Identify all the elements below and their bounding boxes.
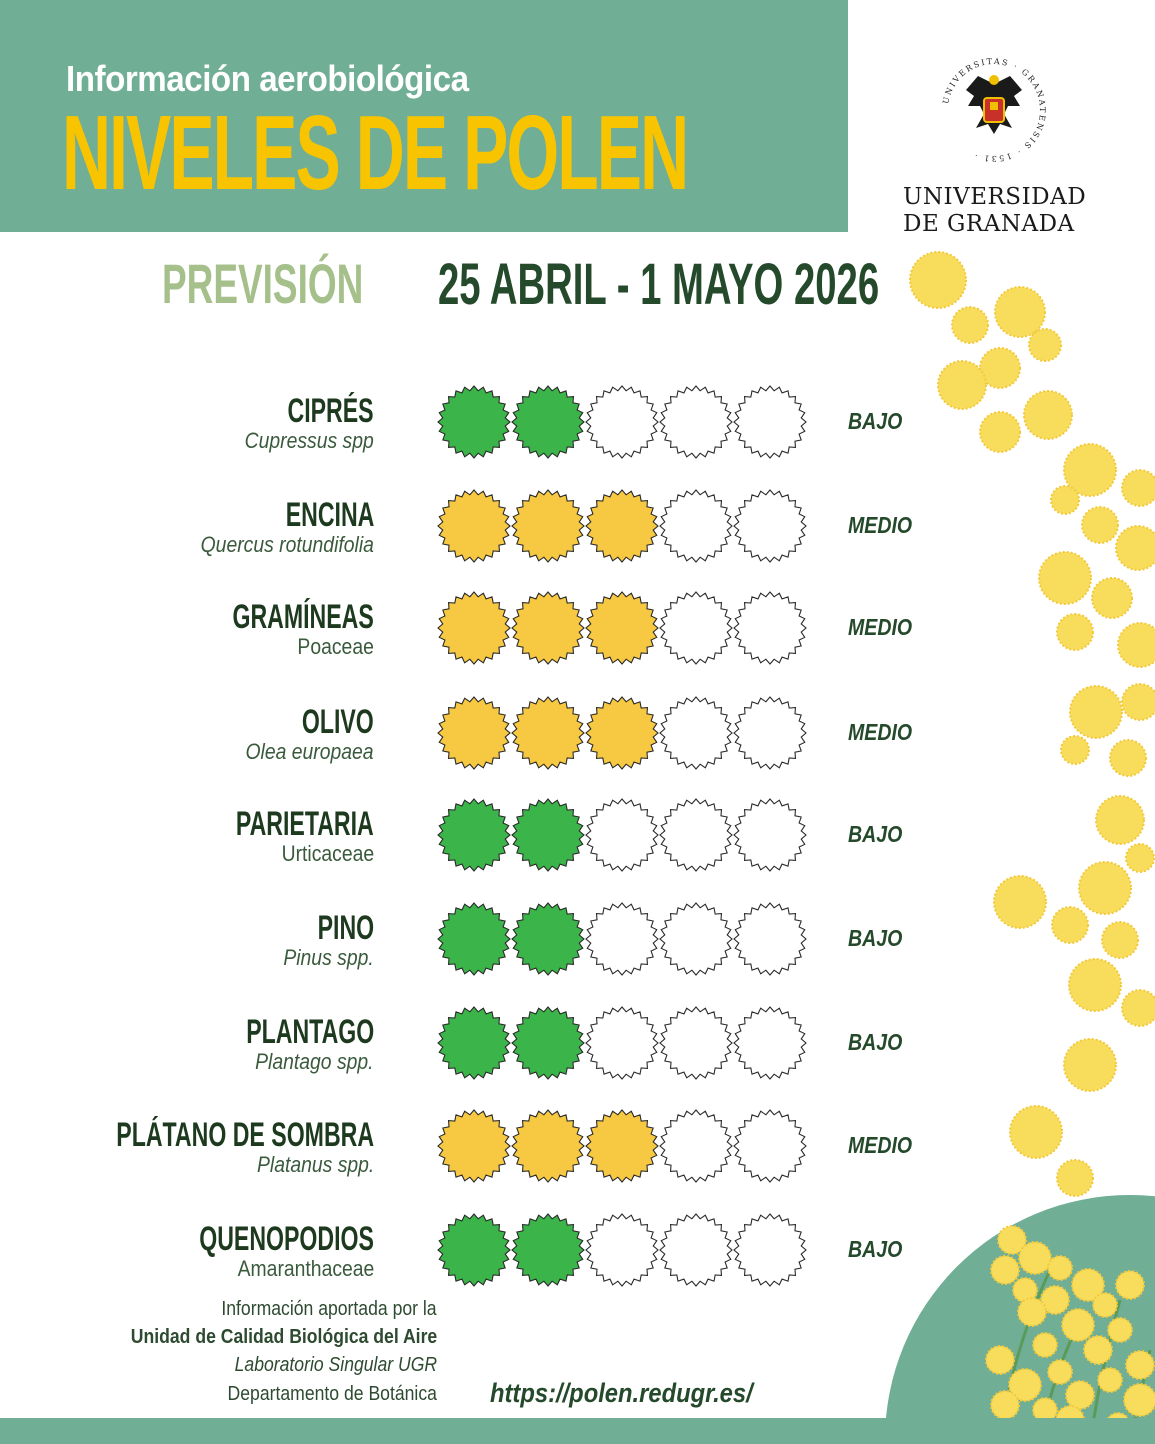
pollen-scientific-name: Olea europaea xyxy=(245,739,374,764)
level-mark-filled xyxy=(512,490,584,562)
page-title: NIVELES DE POLEN xyxy=(62,94,688,212)
level-mark-filled xyxy=(512,1007,584,1079)
pollen-ball-decoration xyxy=(991,1391,1019,1419)
pollen-ball-decoration xyxy=(995,287,1045,337)
level-mark-filled xyxy=(512,592,584,664)
level-label: BAJO xyxy=(848,925,903,951)
level-mark-empty xyxy=(660,1110,732,1182)
subtitle: Información aerobiológica xyxy=(66,58,469,99)
level-label: MEDIO xyxy=(848,1132,913,1158)
forecast-label: PREVISIÓN xyxy=(162,252,364,315)
pollen-row xyxy=(0,1013,1155,1111)
pollen-scientific-name: Poaceae xyxy=(297,634,374,659)
level-gauge xyxy=(436,797,810,873)
pollen-name: CIPRÉS xyxy=(287,392,374,430)
level-gauge xyxy=(436,901,810,977)
level-gauge xyxy=(436,1005,810,1081)
pollen-ball-decoration xyxy=(1108,1318,1132,1342)
level-mark-filled xyxy=(586,490,658,562)
level-mark-empty xyxy=(734,592,806,664)
level-mark-filled xyxy=(586,592,658,664)
level-mark-filled xyxy=(438,490,510,562)
level-gauge xyxy=(436,1212,810,1288)
level-mark-filled xyxy=(438,1214,510,1286)
level-mark-filled xyxy=(438,592,510,664)
level-mark-empty xyxy=(734,1007,806,1079)
level-mark-empty xyxy=(734,386,806,458)
pollen-ball-decoration xyxy=(1048,1360,1072,1384)
pollen-ball-decoration xyxy=(1124,1384,1155,1416)
level-mark-filled xyxy=(438,1110,510,1182)
level-mark-empty xyxy=(586,386,658,458)
level-mark-empty xyxy=(586,799,658,871)
level-mark-empty xyxy=(660,799,732,871)
pollen-scientific-name: Amaranthaceae xyxy=(237,1256,374,1281)
pollen-scientific-name: Urticaceae xyxy=(281,841,374,866)
credit-line-2: Unidad de Calidad Biológica del Aire xyxy=(130,1326,437,1348)
level-gauge xyxy=(436,488,810,564)
pollen-row xyxy=(0,598,1155,696)
level-mark-filled xyxy=(438,903,510,975)
level-mark-filled xyxy=(438,1007,510,1079)
pollen-name: ENCINA xyxy=(285,496,374,534)
level-mark-empty xyxy=(734,697,806,769)
level-mark-filled xyxy=(512,386,584,458)
level-mark-filled xyxy=(512,697,584,769)
pollen-name: PINO xyxy=(317,909,374,947)
pollen-name: PARIETARIA xyxy=(236,805,374,843)
level-mark-filled xyxy=(438,799,510,871)
level-mark-filled xyxy=(512,799,584,871)
level-mark-filled xyxy=(586,697,658,769)
level-mark-filled xyxy=(586,1110,658,1182)
pollen-row xyxy=(0,909,1155,1007)
level-gauge xyxy=(436,1108,810,1184)
university-line-1: UNIVERSIDAD xyxy=(903,184,1087,210)
pollen-scientific-name: Cupressus spp xyxy=(244,428,374,453)
level-mark-empty xyxy=(660,592,732,664)
pollen-row xyxy=(0,1220,1155,1318)
level-label: BAJO xyxy=(848,821,903,847)
forecast-dates: 25 ABRIL - 1 MAYO 2026 xyxy=(438,252,880,317)
pollen-ball-decoration xyxy=(1066,1381,1094,1409)
pollen-name: GRAMÍNEAS xyxy=(232,598,374,636)
pollen-row xyxy=(0,703,1155,801)
level-mark-filled xyxy=(512,1214,584,1286)
footer-band xyxy=(0,1418,1155,1444)
pollen-scientific-name: Pinus spp. xyxy=(283,945,374,970)
level-gauge xyxy=(436,384,810,460)
level-mark-filled xyxy=(512,1110,584,1182)
level-label: MEDIO xyxy=(848,512,913,538)
pollen-row xyxy=(0,392,1155,490)
level-mark-empty xyxy=(734,903,806,975)
level-label: BAJO xyxy=(848,408,903,434)
website-link[interactable]: https://polen.redugr.es/ xyxy=(490,1378,753,1408)
level-mark-empty xyxy=(586,1214,658,1286)
level-mark-empty xyxy=(660,1214,732,1286)
level-mark-empty xyxy=(734,1214,806,1286)
pollen-ball-decoration xyxy=(986,1346,1014,1374)
level-mark-empty xyxy=(660,490,732,562)
pollen-ball-decoration xyxy=(952,307,988,343)
level-mark-empty xyxy=(734,490,806,562)
level-mark-filled xyxy=(512,903,584,975)
pollen-scientific-name: Quercus rotundifolia xyxy=(200,532,374,557)
pollen-name: OLIVO xyxy=(302,703,374,741)
level-gauge xyxy=(436,695,810,771)
level-mark-empty xyxy=(660,697,732,769)
pollen-row xyxy=(0,1116,1155,1214)
pollen-ball-decoration xyxy=(980,348,1020,388)
pollen-name: QUENOPODIOS xyxy=(199,1220,374,1258)
level-label: BAJO xyxy=(848,1236,903,1262)
pollen-name: PLÁTANO DE SOMBRA xyxy=(116,1116,374,1154)
level-mark-empty xyxy=(660,386,732,458)
credit-line-3: Laboratorio Singular UGR xyxy=(234,1354,437,1376)
level-mark-empty xyxy=(734,799,806,871)
pollen-scientific-name: Plantago spp. xyxy=(255,1049,374,1074)
level-mark-filled xyxy=(438,386,510,458)
level-label: BAJO xyxy=(848,1029,903,1055)
pollen-ball-decoration xyxy=(1033,1333,1057,1357)
pollen-scientific-name: Platanus spp. xyxy=(256,1152,374,1177)
credit-line-1: Información aportada por la xyxy=(221,1298,437,1320)
level-mark-empty xyxy=(660,1007,732,1079)
level-mark-empty xyxy=(586,1007,658,1079)
credit-line-4: Departamento de Botánica xyxy=(227,1383,437,1405)
pollen-name: PLANTAGO xyxy=(245,1013,374,1051)
pollen-ball-decoration xyxy=(1084,1336,1112,1364)
svg-text:UNIVERSITAS · GRANATENSIS · 15: UNIVERSITAS · GRANATENSIS · 1531 · xyxy=(941,56,1048,164)
level-gauge xyxy=(436,590,810,666)
level-label: MEDIO xyxy=(848,614,913,640)
university-line-2: DE GRANADA xyxy=(903,211,1075,237)
level-label: MEDIO xyxy=(848,719,913,745)
pollen-ball-decoration xyxy=(1029,329,1061,361)
pollen-ball-decoration xyxy=(910,252,966,308)
level-mark-empty xyxy=(660,903,732,975)
level-mark-empty xyxy=(586,903,658,975)
pollen-row xyxy=(0,496,1155,594)
pollen-ball-decoration xyxy=(1098,1368,1122,1392)
level-mark-filled xyxy=(438,697,510,769)
pollen-ball-decoration xyxy=(1126,1351,1154,1379)
level-mark-empty xyxy=(734,1110,806,1182)
pollen-row xyxy=(0,805,1155,903)
